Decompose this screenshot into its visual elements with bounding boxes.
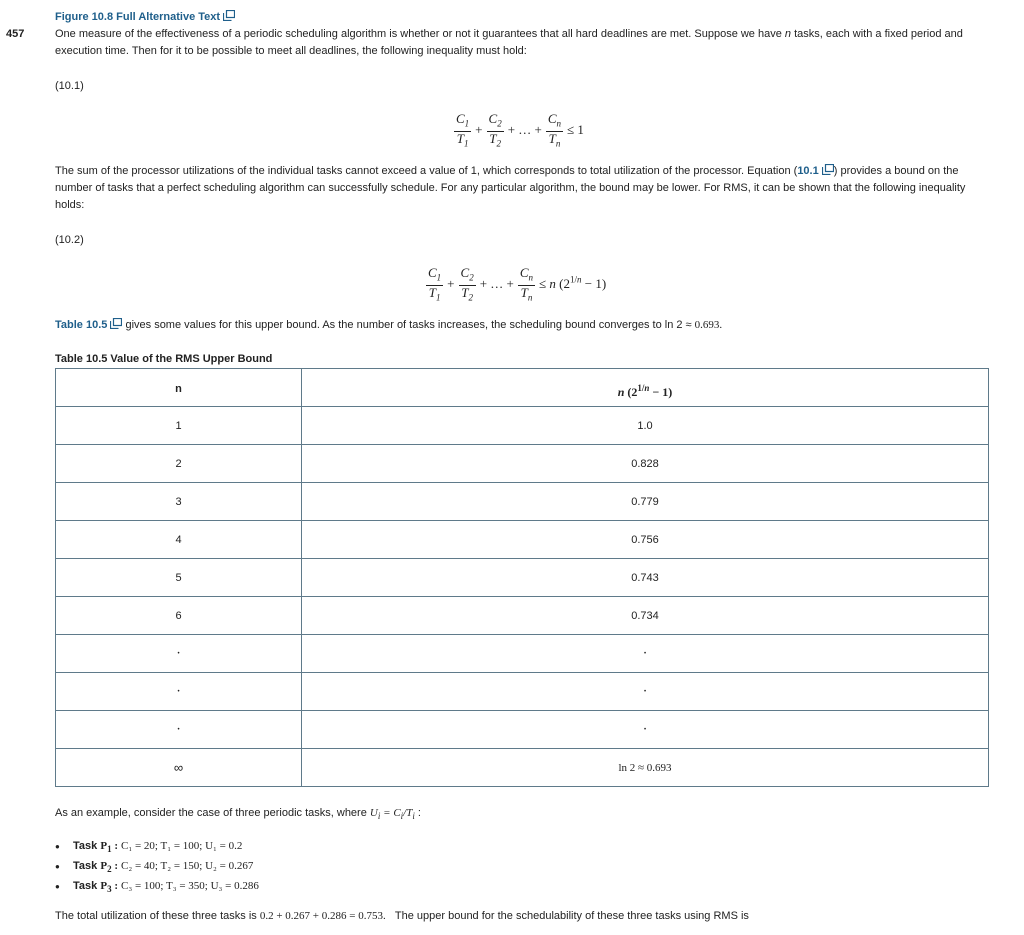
cell-value: •	[302, 635, 989, 673]
cell-n: 3	[56, 483, 302, 521]
utilization-formula: $U_i = C_i/T_i$	[369, 807, 415, 822]
page-number: 457	[6, 28, 25, 40]
sum-text-b: ) provides a bound on the number of tasks that a perfect scheduling algorithm can successfully schedule. For any particular algorithm, the bound may be lower. For RMS, it can be shown that the following inequality holds:	[55, 165, 966, 211]
table-row	[56, 483, 989, 521]
task-list	[55, 838, 259, 899]
task-label: Task	[73, 880, 98, 893]
cell-value: 0.828	[302, 445, 989, 483]
cell-n: 1	[56, 407, 302, 445]
cell-value: 1.0	[302, 407, 989, 445]
table-row	[56, 749, 989, 787]
table-row	[56, 521, 989, 559]
figure-alt-text-link[interactable]	[55, 10, 235, 23]
sum-paragraph	[55, 163, 985, 214]
task-label: Task	[73, 840, 98, 852]
equation-10-1: $\frac{C_1}{T_1}$ + $\frac{C_2}{T_2}$ + … + $\frac{C_n}{T_n}$ ≤ 1	[456, 111, 584, 149]
task-details: C₁ = 20; T₁ = 100; U₁ = 0.2	[121, 840, 243, 852]
equation-label-10-2: (10.2)	[55, 234, 84, 246]
external-link-icon	[110, 318, 122, 329]
total-expression: 0.2 + 0.267 + 0.286 = 0.753.	[259, 910, 386, 922]
bound-value: 0.693.	[694, 319, 723, 331]
cell-n: 2	[56, 445, 302, 483]
table-row	[56, 635, 989, 673]
cell-n: •	[56, 673, 302, 711]
cell-n: •	[56, 711, 302, 749]
intro-text-2: tasks, each with a fixed period and execution time. Then for it to be possible to meet all deadlines, the following inequality must hold:	[55, 28, 963, 57]
sum-text-a: The sum of the processor utilizations of the individual tasks cannot exceed a value of 1, which corresponds to total utilization of the processor. Equation (	[55, 165, 798, 177]
cell-value: •	[302, 673, 989, 711]
total-text-b: The upper bound for the schedulability of these three tasks using RMS is	[394, 910, 749, 922]
table-row	[56, 559, 989, 597]
total-paragraph	[55, 908, 985, 925]
example-text: As an example, consider the case of three periodic tasks, where	[55, 807, 367, 819]
header-n: n	[56, 369, 302, 407]
equation-label-10-1: (10.1)	[55, 80, 84, 92]
cell-n: 5	[56, 559, 302, 597]
table-title: Table 10.5 Value of the RMS Upper Bound	[55, 353, 273, 365]
rms-bound-table	[55, 368, 989, 787]
table-row	[56, 597, 989, 635]
cell-n: 4	[56, 521, 302, 559]
table-10-5-link[interactable]: Table 10.5	[55, 319, 122, 331]
list-item: ● Task $P_1$ : C₁ = 20; T₁ = 100; U₁ = 0.2	[55, 838, 259, 858]
equation-10-1-link[interactable]: 10.1	[797, 165, 833, 177]
table-row	[56, 445, 989, 483]
equation-10-2: $\frac{C_1}{T_1}$ + $\frac{C_2}{T_2}$ + … + $\frac{C_n}{T_n}$ ≤ n $(2^{1/n} - 1)$	[428, 265, 607, 303]
bound-paragraph	[55, 317, 985, 334]
table-header-row	[56, 369, 989, 407]
cell-value: •	[302, 711, 989, 749]
cell-value: 0.743	[302, 559, 989, 597]
external-link-icon	[822, 164, 834, 175]
intro-text-1: One measure of the effectiveness of a periodic scheduling algorithm is whether or not it guarantees that all hard deadlines are met. Suppose we have	[55, 28, 782, 40]
cell-n: ∞	[56, 749, 302, 787]
header-bound-formula: n $(2^{1/n} - 1)$	[302, 369, 989, 407]
intro-paragraph	[55, 26, 985, 60]
external-link-icon	[223, 10, 235, 21]
table-row	[56, 673, 989, 711]
example-paragraph: As an example, consider the case of three periodic tasks, where $U_i = C_i/T_i$ :	[55, 807, 421, 822]
task-details: C₂ = 40; T₂ = 150; U₂ = 0.267	[121, 860, 254, 873]
cell-value: 0.779	[302, 483, 989, 521]
list-item: ● Task $P_2$ : C₂ = 40; T₂ = 150; U₂ = 0.267	[55, 858, 259, 878]
cell-n: •	[56, 635, 302, 673]
task-details: C₃ = 100; T₃ = 350; U₃ = 0.286	[121, 880, 259, 893]
cell-n: 6	[56, 597, 302, 635]
bound-text: gives some values for this upper bound. As the number of tasks increases, the scheduling bound converges to ln 2 ≈	[125, 319, 692, 331]
task-label: Task	[73, 860, 98, 873]
total-text-a: The total utilization of these three tasks is	[55, 910, 257, 922]
table-row	[56, 711, 989, 749]
intro-n: n	[784, 28, 792, 40]
list-item: ● Task $P_3$ : C₃ = 100; T₃ = 350; U₃ = 0.286	[55, 878, 259, 898]
figure-link-text: Figure 10.8 Full Alternative Text	[55, 11, 221, 23]
cell-value: 0.734	[302, 597, 989, 635]
cell-value: 0.756	[302, 521, 989, 559]
table-row	[56, 407, 989, 445]
cell-value: ln 2 ≈ 0.693	[302, 749, 989, 787]
